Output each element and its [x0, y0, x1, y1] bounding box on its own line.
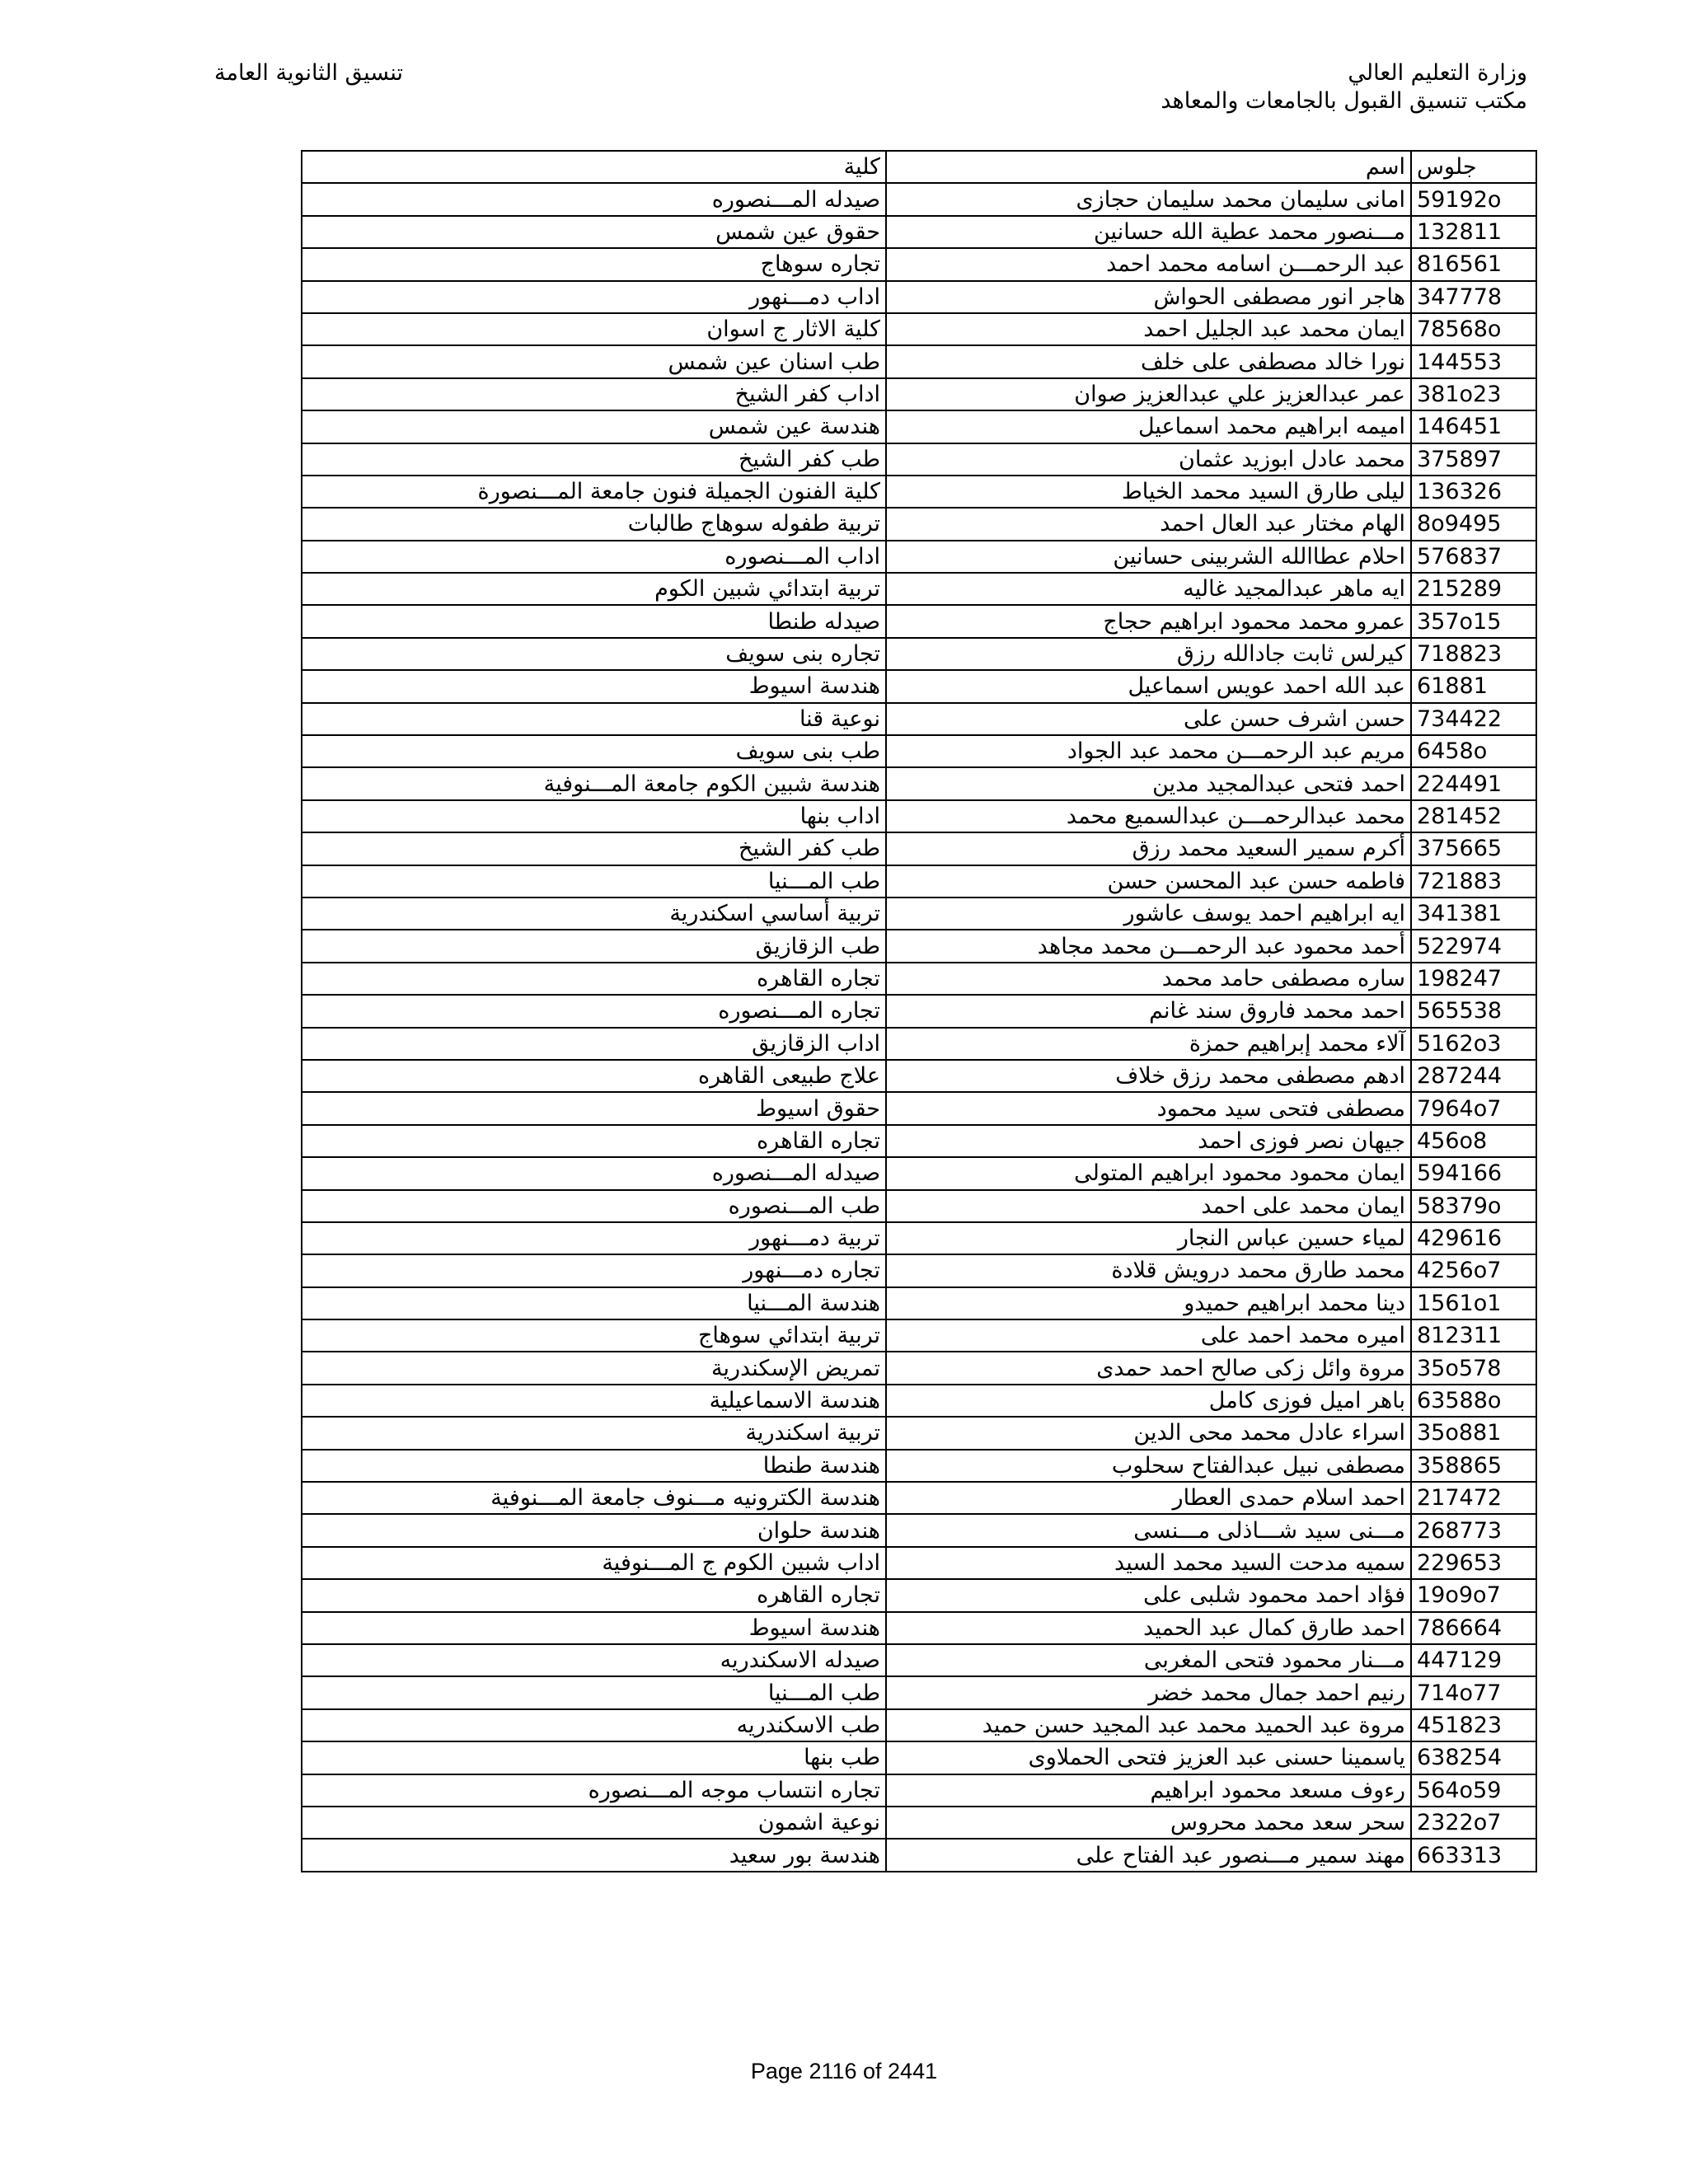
table-row: [302, 1547, 1536, 1579]
seat-number-cell: 576837: [1411, 541, 1536, 573]
table-row: [302, 1644, 1536, 1676]
college-cell: حقوق عين شمس: [302, 216, 886, 248]
college-cell: هندسة حلوان: [302, 1514, 886, 1546]
table-row: [302, 1157, 1536, 1189]
college-cell: تربية دمـــنهور: [302, 1222, 886, 1254]
table-row: [302, 670, 1536, 702]
table-row: [302, 800, 1536, 832]
table-row: [302, 832, 1536, 865]
seat-number-cell: 229653: [1411, 1547, 1536, 1579]
table-row: [302, 1741, 1536, 1774]
name-cell: مصطفى نبيل عبدالفتاح سحلوب: [886, 1450, 1411, 1482]
college-cell: هندسة عين شمس: [302, 410, 886, 443]
name-cell: سميه مدحت السيد محمد السيد: [886, 1547, 1411, 1579]
table-row: [302, 345, 1536, 377]
name-cell: ايمان محمد على احمد: [886, 1190, 1411, 1222]
table-row: [302, 1450, 1536, 1482]
table-header-row: [302, 151, 1536, 183]
name-cell: عبد الله احمد عويس اسماعيل: [886, 670, 1411, 702]
seat-number-cell: 816561: [1411, 248, 1536, 280]
table-row: [302, 638, 1536, 670]
name-cell: مـــنى سيد شـــاذلى مـــنسى: [886, 1514, 1411, 1546]
table-row: [302, 1254, 1536, 1286]
name-cell: ليلى طارق السيد محمد الخياط: [886, 476, 1411, 508]
name-cell: احمد طارق كمال عبد الحميد: [886, 1612, 1411, 1644]
college-cell: نوعية قنا: [302, 703, 886, 735]
name-cell: اسراء عادل محمد محى الدين: [886, 1417, 1411, 1449]
college-cell: طب بنى سويف: [302, 735, 886, 767]
seat-number-cell: 281452: [1411, 800, 1536, 832]
seat-number-cell: 1561o1: [1411, 1287, 1536, 1319]
college-cell: اداب الزقازيق: [302, 1028, 886, 1060]
seat-number-cell: 564o59: [1411, 1774, 1536, 1807]
college-cell: هندسة الاسماعيلية: [302, 1385, 886, 1417]
name-cell: احمد محمد فاروق سند غانم: [886, 995, 1411, 1027]
college-cell: تربية ابتدائي شبين الكوم: [302, 573, 886, 605]
name-cell: نورا خالد مصطفى على خلف: [886, 345, 1411, 377]
name-cell: ياسمينا حسنى عبد العزيز فتحى الحملاوى: [886, 1741, 1411, 1774]
college-cell: طب كفر الشيخ: [302, 832, 886, 865]
seat-number-cell: 786664: [1411, 1612, 1536, 1644]
college-cell: علاج طبيعى القاهره: [302, 1060, 886, 1092]
page-number: Page 2116 of 2441: [750, 2059, 938, 2083]
college-cell: تجاره انتساب موجه المـــنصوره: [302, 1774, 886, 1807]
seat-number-cell: 58379o: [1411, 1190, 1536, 1222]
table-row: [302, 1028, 1536, 1060]
name-cell: فؤاد احمد محمود شلبى على: [886, 1579, 1411, 1611]
name-cell: هاجر انور مصطفى الحواش: [886, 281, 1411, 313]
college-cell: هندسة اسيوط: [302, 670, 886, 702]
seat-number-cell: 144553: [1411, 345, 1536, 377]
seat-number-cell: 734422: [1411, 703, 1536, 735]
college-cell: تجاره القاهره: [302, 963, 886, 995]
seat-number-cell: 8o9495: [1411, 508, 1536, 540]
college-cell: اداب المـــنصوره: [302, 541, 886, 573]
seat-number-cell: 217472: [1411, 1482, 1536, 1514]
name-cell: ايه ماهر عبدالمجيد غاليه: [886, 573, 1411, 605]
seat-number-cell: 35o578: [1411, 1352, 1536, 1384]
college-cell: تجاره القاهره: [302, 1125, 886, 1157]
column-header-college: كلية: [302, 151, 886, 183]
college-cell: كلية الاثار ج اسوان: [302, 313, 886, 345]
table-row: [302, 281, 1536, 313]
table-row: [302, 1612, 1536, 1644]
name-cell: أحمد محمود عبد الرحمـــن محمد مجاهد: [886, 930, 1411, 962]
table-row: [302, 1417, 1536, 1449]
table-row: [302, 1676, 1536, 1708]
college-cell: تجاره سوهاج: [302, 248, 886, 280]
seat-number-cell: 456o8: [1411, 1125, 1536, 1157]
seat-number-cell: 5162o3: [1411, 1028, 1536, 1060]
name-cell: دينا محمد ابراهيم حميدو: [886, 1287, 1411, 1319]
seat-number-cell: 61881: [1411, 670, 1536, 702]
name-cell: رنيم احمد جمال محمد خضر: [886, 1676, 1411, 1708]
name-cell: احمد اسلام حمدى العطار: [886, 1482, 1411, 1514]
ministry-name: وزارة التعليم العالي: [1348, 60, 1527, 86]
college-cell: اداب دمـــنهور: [302, 281, 886, 313]
table-row: [302, 313, 1536, 345]
college-cell: تربية أساسي اسكندرية: [302, 898, 886, 930]
seat-number-cell: 447129: [1411, 1644, 1536, 1676]
name-cell: ايمان محمد عبد الجليل احمد: [886, 313, 1411, 345]
seat-number-cell: 358865: [1411, 1450, 1536, 1482]
name-cell: جيهان نصر فوزى احمد: [886, 1125, 1411, 1157]
college-cell: هندسة بور سعيد: [302, 1839, 886, 1871]
seat-number-cell: 375665: [1411, 832, 1536, 865]
seat-number-cell: 224491: [1411, 767, 1536, 799]
name-cell: اميمه ابراهيم محمد اسماعيل: [886, 410, 1411, 443]
college-cell: طب المـــنيا: [302, 865, 886, 898]
name-cell: ايمان محمود محمود ابراهيم المتولى: [886, 1157, 1411, 1189]
college-cell: تجاره القاهره: [302, 1579, 886, 1611]
document-header-right: [1160, 59, 1527, 115]
seat-number-cell: 287244: [1411, 1060, 1536, 1092]
college-cell: تجاره دمـــنهور: [302, 1254, 886, 1286]
name-cell: ادهم مصطفى محمد رزق خلاف: [886, 1060, 1411, 1092]
name-cell: اميره محمد احمد على: [886, 1319, 1411, 1352]
college-cell: اداب بنها: [302, 800, 886, 832]
name-cell: محمد عادل ابوزيد عثمان: [886, 443, 1411, 476]
table-row: [302, 1352, 1536, 1384]
seat-number-cell: 812311: [1411, 1319, 1536, 1352]
college-cell: طب المـــنصوره: [302, 1190, 886, 1222]
seat-number-cell: 451823: [1411, 1709, 1536, 1741]
table-row: [302, 865, 1536, 898]
seat-number-cell: 357o15: [1411, 605, 1536, 637]
seat-number-cell: 6458o: [1411, 735, 1536, 767]
college-cell: هندسة شبين الكوم جامعة المـــنوفية: [302, 767, 886, 799]
seat-number-cell: 132811: [1411, 216, 1536, 248]
college-cell: طب بنها: [302, 1741, 886, 1774]
name-cell: احمد فتحى عبدالمجيد مدين: [886, 767, 1411, 799]
table-row: [302, 767, 1536, 799]
name-cell: عمرو محمد محمود ابراهيم حجاج: [886, 605, 1411, 637]
seat-number-cell: 7964o7: [1411, 1092, 1536, 1124]
college-cell: كلية الفنون الجميلة فنون جامعة المـــنصورة: [302, 476, 886, 508]
seat-number-cell: 522974: [1411, 930, 1536, 962]
name-cell: أكرم سمير السعيد محمد رزق: [886, 832, 1411, 865]
college-cell: طب اسنان عين شمس: [302, 345, 886, 377]
seat-number-cell: 268773: [1411, 1514, 1536, 1546]
table-row: [302, 216, 1536, 248]
college-cell: طب الزقازيق: [302, 930, 886, 962]
document-title: تنسيق الثانوية العامة: [214, 60, 404, 86]
column-header-name: اسم: [886, 151, 1411, 183]
college-cell: تربية ابتدائي سوهاج: [302, 1319, 886, 1352]
table-row: [302, 1579, 1536, 1611]
table-row: [302, 703, 1536, 735]
table-row: [302, 1287, 1536, 1319]
college-cell: تجاره المـــنصوره: [302, 995, 886, 1027]
name-cell: ايه ابراهيم احمد يوسف عاشور: [886, 898, 1411, 930]
seat-number-cell: 19o9o7: [1411, 1579, 1536, 1611]
seat-number-cell: 2322o7: [1411, 1807, 1536, 1839]
name-cell: فاطمه حسن عبد المحسن حسن: [886, 865, 1411, 898]
table-row: [302, 410, 1536, 443]
seat-number-cell: 594166: [1411, 1157, 1536, 1189]
college-cell: طب الاسكندريه: [302, 1709, 886, 1741]
office-name: مكتب تنسيق القبول بالجامعات والمعاهد: [1160, 88, 1527, 114]
seat-number-cell: 565538: [1411, 995, 1536, 1027]
table-row: [302, 1514, 1536, 1546]
table-row: [302, 898, 1536, 930]
seat-number-cell: 714o77: [1411, 1676, 1536, 1708]
seat-number-cell: 663313: [1411, 1839, 1536, 1871]
name-cell: الهام مختار عبد العال احمد: [886, 508, 1411, 540]
name-cell: عبد الرحمـــن اسامه محمد احمد: [886, 248, 1411, 280]
seat-number-cell: 78568o: [1411, 313, 1536, 345]
name-cell: عمر عبدالعزيز علي عبدالعزيز صوان: [886, 378, 1411, 410]
table-row: [302, 963, 1536, 995]
table-body: [302, 183, 1536, 1871]
name-cell: مـــنصور محمد عطية الله حسانين: [886, 216, 1411, 248]
college-cell: هندسة طنطا: [302, 1450, 886, 1482]
college-cell: هندسة الكترونيه مـــنوف جامعة المـــنوفية: [302, 1482, 886, 1514]
results-table: [301, 150, 1537, 1872]
seat-number-cell: 347778: [1411, 281, 1536, 313]
seat-number-cell: 4256o7: [1411, 1254, 1536, 1286]
college-cell: طب المـــنيا: [302, 1676, 886, 1708]
table-row: [302, 1319, 1536, 1352]
name-cell: باهر اميل فوزى كامل: [886, 1385, 1411, 1417]
table-row: [302, 1709, 1536, 1741]
table-row: [302, 1385, 1536, 1417]
table-row: [302, 930, 1536, 962]
seat-number-cell: 381o23: [1411, 378, 1536, 410]
college-cell: صيدله المـــنصوره: [302, 183, 886, 215]
name-cell: حسن اشرف حسن على: [886, 703, 1411, 735]
seat-number-cell: 215289: [1411, 573, 1536, 605]
table-row: [302, 1774, 1536, 1807]
college-cell: اداب شبين الكوم ج المـــنوفية: [302, 1547, 886, 1579]
college-cell: نوعية اشمون: [302, 1807, 886, 1839]
seat-number-cell: 35o881: [1411, 1417, 1536, 1449]
college-cell: تمريض الإسكندرية: [302, 1352, 886, 1384]
table-row: [302, 735, 1536, 767]
name-cell: مريم عبد الرحمـــن محمد عبد الجواد: [886, 735, 1411, 767]
name-cell: مـــنار محمود فتحى المغربى: [886, 1644, 1411, 1676]
column-header-seat: جلوس: [1411, 151, 1536, 183]
table-row: [302, 476, 1536, 508]
seat-number-cell: 198247: [1411, 963, 1536, 995]
table-row: [302, 541, 1536, 573]
name-cell: مصطفى فتحى سيد محمود: [886, 1092, 1411, 1124]
table-row: [302, 443, 1536, 476]
seat-number-cell: 146451: [1411, 410, 1536, 443]
table-row: [302, 1839, 1536, 1871]
name-cell: لمياء حسين عباس النجار: [886, 1222, 1411, 1254]
college-cell: تجاره بنى سويف: [302, 638, 886, 670]
seat-number-cell: 63588o: [1411, 1385, 1536, 1417]
name-cell: امانى سليمان محمد سليمان حجازى: [886, 183, 1411, 215]
table-row: [302, 248, 1536, 280]
table-row: [302, 605, 1536, 637]
college-cell: طب كفر الشيخ: [302, 443, 886, 476]
table-row: [302, 573, 1536, 605]
name-cell: ساره مصطفى حامد محمد: [886, 963, 1411, 995]
seat-number-cell: 718823: [1411, 638, 1536, 670]
name-cell: رءوف مسعد محمود ابراهيم: [886, 1774, 1411, 1807]
college-cell: صيدله المـــنصوره: [302, 1157, 886, 1189]
college-cell: اداب كفر الشيخ: [302, 378, 886, 410]
seat-number-cell: 638254: [1411, 1741, 1536, 1774]
seat-number-cell: 59192o: [1411, 183, 1536, 215]
name-cell: محمد عبدالرحمـــن عبدالسميع محمد: [886, 800, 1411, 832]
name-cell: سحر سعد محمد محروس: [886, 1807, 1411, 1839]
name-cell: مروة وائل زكى صالح احمد حمدى: [886, 1352, 1411, 1384]
table-row: [302, 1222, 1536, 1254]
name-cell: آلاء محمد إبراهيم حمزة: [886, 1028, 1411, 1060]
college-cell: تربية اسكندرية: [302, 1417, 886, 1449]
table-row: [302, 1807, 1536, 1839]
table-row: [302, 1482, 1536, 1514]
college-cell: هندسة اسيوط: [302, 1612, 886, 1644]
name-cell: احلام عطاالله الشربينى حسانين: [886, 541, 1411, 573]
name-cell: محمد طارق محمد درويش قلادة: [886, 1254, 1411, 1286]
name-cell: مهند سمير مـــنصور عبد الفتاح على: [886, 1839, 1411, 1871]
table-row: [302, 508, 1536, 540]
seat-number-cell: 341381: [1411, 898, 1536, 930]
college-cell: حقوق اسيوط: [302, 1092, 886, 1124]
table-row: [302, 1092, 1536, 1124]
table-row: [302, 183, 1536, 215]
college-cell: صيدله طنطا: [302, 605, 886, 637]
seat-number-cell: 375897: [1411, 443, 1536, 476]
college-cell: صيدله الاسكندريه: [302, 1644, 886, 1676]
college-cell: تربية طفوله سوهاج طالبات: [302, 508, 886, 540]
name-cell: مروة عبد الحميد محمد عبد المجيد حسن حميد: [886, 1709, 1411, 1741]
name-cell: كيرلس ثابت جادالله رزق: [886, 638, 1411, 670]
table-row: [302, 1125, 1536, 1157]
table-row: [302, 995, 1536, 1027]
seat-number-cell: 721883: [1411, 865, 1536, 898]
table-row: [302, 1060, 1536, 1092]
table-row: [302, 378, 1536, 410]
table-row: [302, 1190, 1536, 1222]
seat-number-cell: 429616: [1411, 1222, 1536, 1254]
college-cell: هندسة المـــنيا: [302, 1287, 886, 1319]
seat-number-cell: 136326: [1411, 476, 1536, 508]
